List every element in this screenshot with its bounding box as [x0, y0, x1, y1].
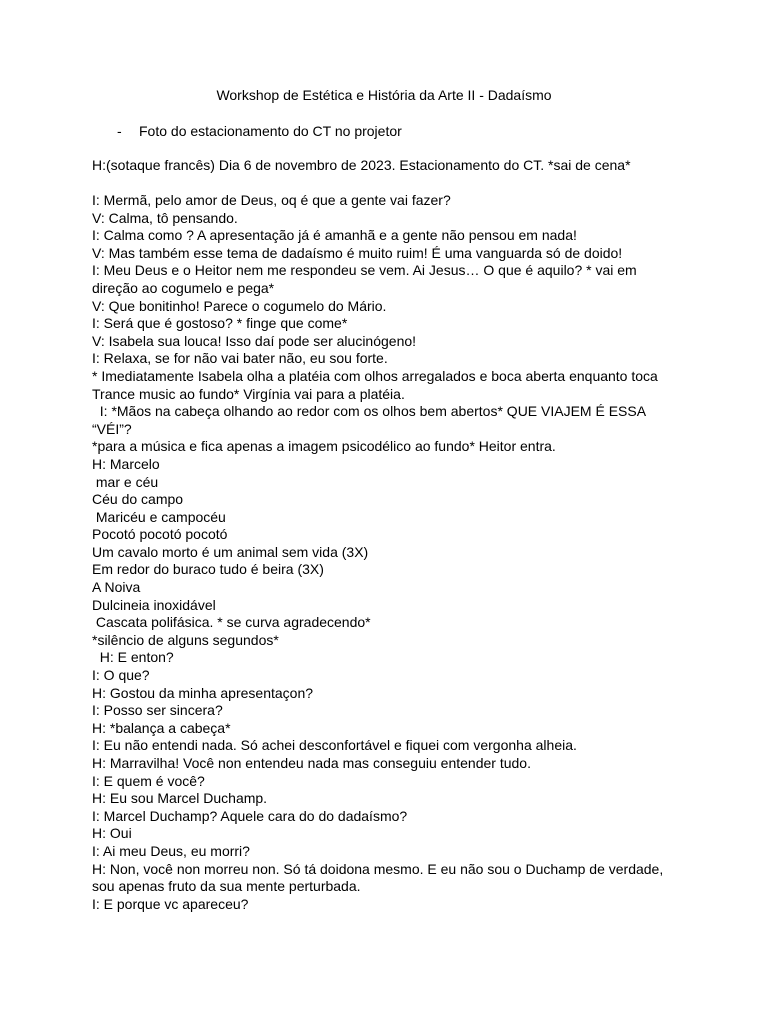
dialog-line: *para a música e fica apenas a imagem psicodélico ao fundo* Heitor entra.: [92, 438, 556, 455]
dialog-line: Em redor do buraco tudo é beira (3X): [92, 561, 324, 578]
bullet-item: [117, 122, 402, 140]
dialog-line: *silêncio de alguns segundos*: [92, 631, 279, 648]
dialog-line: Trance music ao fundo* Virgínia vai para a platéia.: [92, 385, 405, 402]
dialog-line: V: Isabela sua louca! Isso daí pode ser alucinógeno!: [92, 332, 417, 349]
dialog-line: H: Oui: [92, 825, 132, 842]
dialog-body: [92, 192, 682, 913]
dialog-line: V: Que bonitinho! Parece o cogumelo do Mário.: [92, 297, 387, 314]
dialog-line: H: Gostou da minha apresentaçon?: [92, 684, 314, 701]
dialog-line: A Noiva: [92, 579, 141, 596]
document-title: Workshop de Estética e História da Arte II - Dadaísmo: [216, 87, 552, 103]
dialog-line: I: O que?: [92, 667, 150, 684]
dialog-line: I: Ai meu Deus, eu morri?: [92, 842, 250, 859]
dialog-line: I: Marcel Duchamp? Aquele cara do do dadaísmo?: [92, 807, 408, 824]
dialog-line: mar e céu: [92, 473, 159, 490]
dialog-line: Um cavalo morto é um animal sem vida (3X): [92, 543, 369, 560]
dialog-line: Maricéu e campocéu: [92, 508, 226, 525]
dialog-line: H: *balança a cabeça*: [92, 719, 231, 736]
dialog-line: H: Non, você non morreu non. Só tá doidona mesmo. E eu não sou o Duchamp de verdade,: [92, 860, 664, 877]
dialog-line: I: Mermã, pelo amor de Deus, oq é que a gente vai fazer?: [92, 192, 451, 208]
dialog-line: Dulcineia inoxidável: [92, 596, 216, 613]
dialog-line: V: Calma, tô pensando.: [92, 209, 238, 226]
bullet-text: Foto do estacionamento do CT no projetor: [139, 123, 402, 139]
dialog-line: * Imediatamente Isabela olha a platéia com olhos arregalados e boca aberta enquanto toca: [92, 367, 658, 384]
bullet-marker: -: [117, 123, 122, 139]
dialog-line: H: Marravilha! Você non entendeu nada mas conseguiu entender tudo.: [92, 755, 531, 771]
dialog-line: I: Eu não entendi nada. Só achei desconfortável e fiquei com vergonha alheia.: [92, 737, 577, 754]
intro-line: H:(sotaque francês) Dia 6 de novembro de 2023. Estacionamento do CT. *sai de cena*: [92, 157, 631, 173]
dialog-line: direção ao cogumelo e pega*: [92, 279, 275, 296]
dialog-line: I: *Mãos na cabeça olhando ao redor com os olhos bem abertos* QUE VIAJEM É ESSA: [92, 403, 647, 420]
dialog-line: I: Relaxa, se for não vai bater não, eu sou forte.: [92, 350, 388, 367]
dialog-line: I: Posso ser sincera?: [92, 702, 223, 719]
dialog-line: I: Calma como ? A apresentação já é amanhã e a gente não pensou em nada!: [92, 227, 577, 244]
dialog-line: Pocotó pocotó pocotó: [92, 526, 228, 543]
dialog-line: H: Marcelo: [92, 455, 160, 472]
dialog-line: I: Meu Deus e o Heitor nem me respondeu se vem. Ai Jesus… O que é aquilo? * vai em: [92, 262, 637, 279]
dialog-line: I: E quem é você?: [92, 772, 205, 789]
dialog-line: I: E porque vc apareceu?: [92, 895, 249, 912]
dialog-line: Céu do campo: [92, 491, 184, 508]
dialog-line: “VÉI”?: [92, 420, 132, 437]
dialog-line: H: E enton?: [92, 649, 174, 666]
dialog-line: H: Eu sou Marcel Duchamp.: [92, 790, 268, 807]
dialog-line: Cascata polifásica. * se curva agradecendo*: [92, 614, 371, 631]
dialog-line: sou apenas fruto da sua mente perturbada.: [92, 878, 361, 895]
dialog-line: V: Mas também esse tema de dadaísmo é muito ruim! É uma vanguarda só de doido!: [92, 244, 623, 261]
dialog-line: I: Será que é gostoso? * finge que come*: [92, 315, 348, 332]
